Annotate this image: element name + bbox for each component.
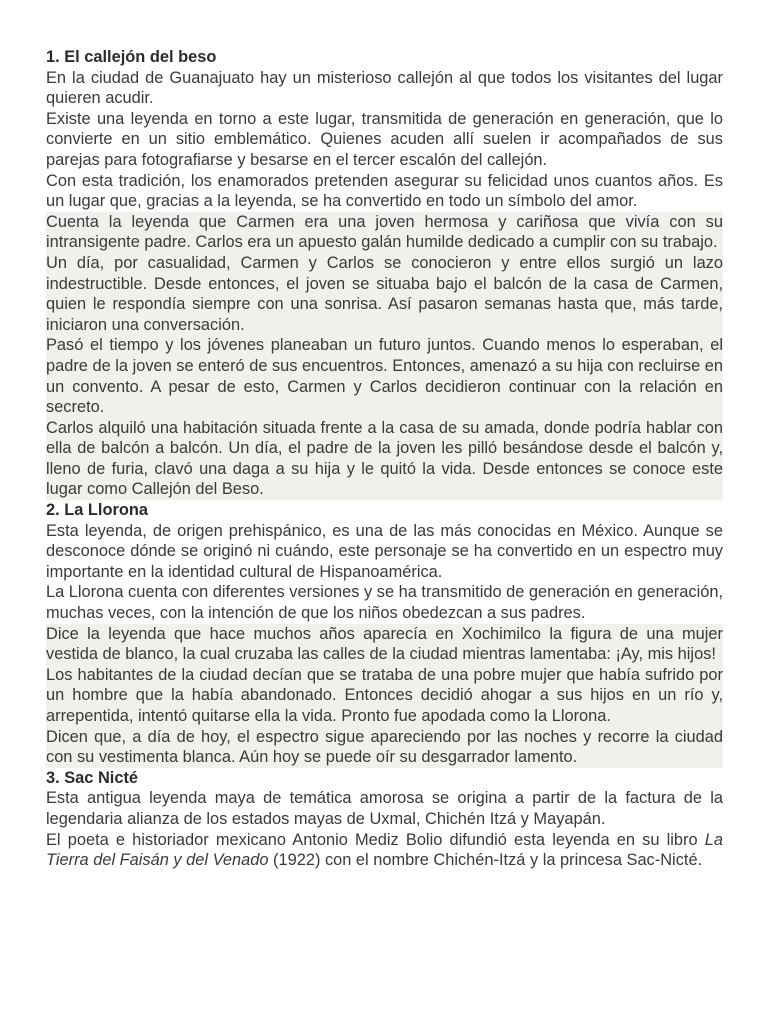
paragraph-text-before: El poeta e historiador mexicano Antonio Mediz Bolio difundió esta leyenda en su libro [46,830,705,849]
section-sac-nicte [46,768,723,871]
section-callejon-del-beso [46,47,723,500]
paragraph: Esta leyenda, de origen prehispánico, es una de las más conocidas en México. Aunque se desconoce dónde se originó ni cuándo, este personaje se ha convertido en un espectro muy importante en la identidad cultural de Hispanoamérica. [46,521,723,581]
section-la-llorona [46,500,723,768]
paragraph: Con esta tradición, los enamorados pretenden asegurar su felicidad unos cuantos años. Es un lugar que, gracias a la leyenda, se ha convertido en todo un símbolo del amor. [46,171,723,211]
paragraph: Dice la leyenda que hace muchos años aparecía en Xochimilco la figura de una mujer vestida de blanco, la cual cruzaba las calles de la ciudad mientras lamentaba: ¡Ay, mis hijos! [46,624,723,664]
paragraph: Pasó el tiempo y los jóvenes planeaban un futuro juntos. Cuando menos lo esperaban, el padre de la joven se enteró de sus encuentros. Entonces, amenazó a su hija con recluirse en un convento. A pesar de esto, Carmen y Carlos decidieron continuar con la relación en secreto. [46,336,723,417]
paragraph: Carlos alquiló una habitación situada frente a la casa de su amada, donde podría hablar con ella de balcón a balcón. Un día, el padre de la joven les pilló besándose desde el balcón y, lleno de furia, clavó una daga a su hija y le quitó la vida. Desde entonces se conoce este lugar como Callejón del Beso. [46,418,723,499]
section-heading: 3. Sac Nicté [46,768,139,787]
paragraph: Existe una leyenda en torno a este lugar, transmitida de generación en generación, que lo convierte en un sitio emblemático. Quienes acuden allí suelen ir acompañados de sus parejas para fotografiarse y besarse en el tercer escalón del callejón. [46,109,723,169]
paragraph: Un día, por casualidad, Carmen y Carlos se conocieron y entre ellos surgió un lazo indestructible. Desde entonces, el joven se situaba bajo el balcón de la casa de Carmen, quien le respondía siempre con una sonrisa. Así pasaron semanas hasta que, más tarde, iniciaron una conversación. [46,253,723,334]
book-title: La Tierra del Faisán y del Venado [46,830,723,870]
paragraph-with-book-title [46,830,723,871]
section-heading: 2. La Llorona [46,501,149,520]
paragraph: Dicen que, a día de hoy, el espectro sigue apareciendo por las noches y recorre la ciudad con su vestimenta blanca. Aún hoy se puede oír su desgarrador lamento. [46,727,723,767]
document-page [46,47,723,871]
paragraph: La Llorona cuenta con diferentes versiones y se ha transmitido de generación en generación, muchas veces, con la intención de que los niños obedezcan a sus padres. [46,583,724,623]
paragraph: En la ciudad de Guanajuato hay un misterioso callejón al que todos los visitantes del lugar quieren acudir. [46,68,723,108]
paragraph: Cuenta la leyenda que Carmen era una joven hermosa y cariñosa que vivía con su intransigente padre. Carlos era un apuesto galán humilde dedicado a cumplir con su trabajo. [46,212,723,252]
paragraph: Esta antigua leyenda maya de temática amorosa se origina a partir de la factura de la legendaria alianza de los estados mayas de Uxmal, Chichén Itzá y Mayapán. [46,789,723,828]
paragraph-text-after: (1922) con el nombre Chichén-Itzá y la princesa Sac-Nicté. [268,851,703,870]
shaded-block [46,212,723,500]
paragraph: Los habitantes de la ciudad decían que se trataba de una pobre mujer que había sufrido por un hombre que la había abandonado. Entonces decidió ahogar a sus hijos en un río y, arrepentida, intentó quitarse ella la vida. Pronto fue apodada como la Llorona. [46,665,723,725]
section-heading: 1. El callejón del beso [46,48,217,66]
shaded-block [46,624,723,768]
